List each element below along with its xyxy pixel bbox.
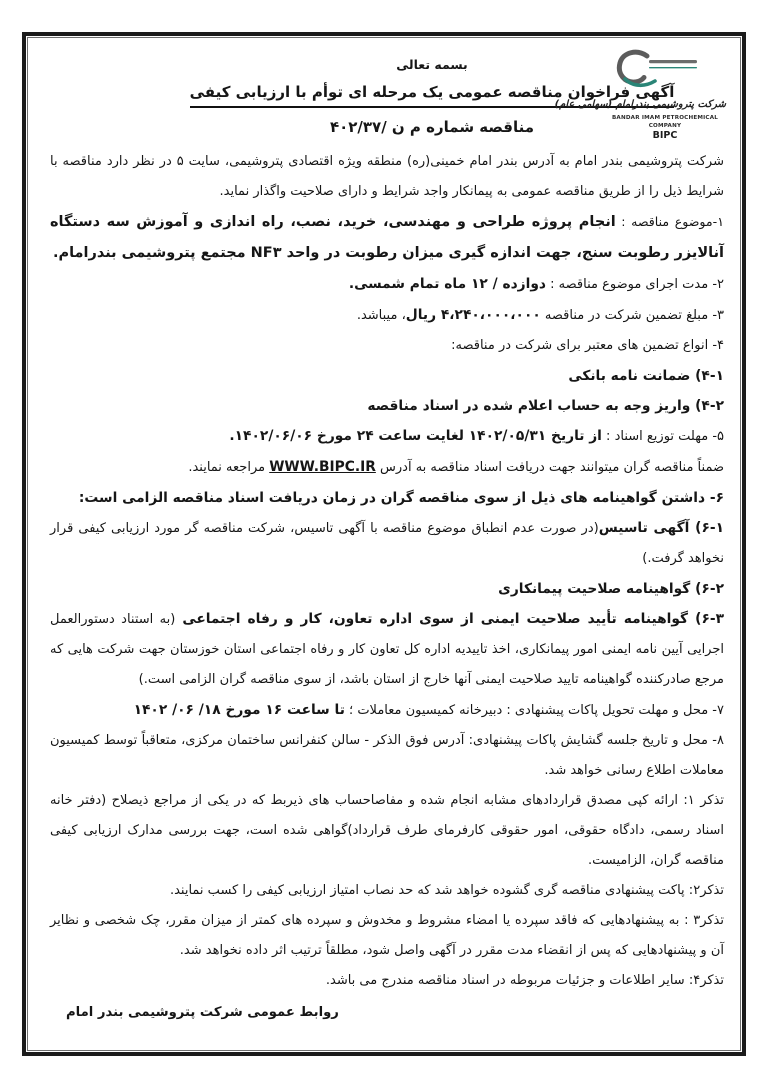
- item-distribution-deadline: [50, 421, 724, 452]
- item6-3-note: (به استناد دستورالعمل اجرایی آیین نامه ایمنی امور پیمانکاری، اخذ تاییدیه اداره کل تعاون کار و رفاه اجتماعی استان خوزستان جهت شرکت هایی که مرجع صادرکننده گواهینامه تایید صلاحیت ایمنی آنها خارج از استان باشد، از سوی مناقصه گران الزامی است.): [50, 612, 724, 687]
- note-3: [50, 906, 724, 966]
- website-note: [50, 452, 724, 483]
- page-title: آگهی فراخوان مناقصه عمومی یک مرحله ای توأم با ارزیابی کیفی: [190, 82, 675, 108]
- signature: [50, 998, 724, 1028]
- bismillah: بسمه تعالی: [396, 57, 468, 72]
- item5-dates: از تاریخ ۱۴۰۲/۰۵/۳۱ لغایت ساعت ۲۴ مورخ ۱۴۰۲/۰۶/۰۶.: [229, 428, 602, 444]
- logo-abbr: BIPC: [652, 130, 678, 141]
- item-duration: [50, 269, 724, 300]
- page-content: [30, 40, 738, 1048]
- item-guarantee-types: [50, 331, 724, 361]
- cert-safety: [50, 604, 724, 695]
- item-required-certificates: [50, 483, 724, 513]
- item3-label: ۳- مبلغ تضمین شرکت در مناقصه: [540, 308, 724, 323]
- item8-text: ۸- محل و تاریخ جلسه گشایش پاکات پیشنهادی: آدرس فوق الذکر - سالن کنفرانس ساختمان مرکزی، متعاقباً توسط کمیسیون معاملات اطلاع رسانی خواهد شد.: [50, 733, 724, 778]
- note-1: [50, 786, 724, 876]
- item2-label: ۲- مدت اجرای موضوع مناقصه :: [546, 277, 724, 292]
- company-logo: [554, 48, 726, 142]
- web-pre-text: ضمناً مناقصه گران میتوانند جهت دریافت اسناد مناقصه به آدرس: [375, 460, 724, 475]
- guarantee-type-bank: [50, 361, 724, 391]
- website-link[interactable]: WWW.BIPC.IR: [269, 459, 376, 475]
- item2-value: دوازده / ۱۲ ماه تمام شمسی.: [348, 276, 547, 292]
- item5-label: ۵- مهلت توزیع اسناد :: [601, 429, 724, 444]
- item3-tail: ، میباشد.: [356, 308, 406, 323]
- web-post-text: مراجعه نمایند.: [188, 460, 270, 475]
- intro-paragraph: [50, 147, 724, 207]
- logo-company-name-fa: شرکت پتروشیمی بندرامام (سهامی عام): [554, 99, 726, 110]
- item4-label: ۴- انواع تضمین های معتبر برای شرکت در مناقصه:: [451, 338, 724, 353]
- item7-deadline: تا ساعت ۱۶ مورخ ۱۸/ ۰۶/ ۱۴۰۲: [133, 702, 345, 718]
- note3-text: تذکر۳ : به پیشنهادهایی که فاقد سپرده یا امضاء مشروط و مخدوش و سپرده های کمتر از میزان مقرر، چک شخصی و نظایر آن و پیشنهادهایی که پس از انقضاء مدت مقرر در آگهی واصل شود، مطلقاً ترتیب اثر داده نخواهد شد.: [50, 913, 724, 958]
- item3-amount: ۴،۲۴۰،۰۰۰،۰۰۰ ریال: [405, 307, 541, 323]
- note-4: [50, 966, 724, 996]
- item-opening-session: [50, 726, 724, 786]
- item4-1-text: ۴-۱) ضمانت نامه بانکی: [568, 368, 724, 384]
- cert-establishment: [50, 513, 724, 574]
- note2-text: تذکر۲: پاکت پیشنهادی مناقصه گری گشوده خواهد شد که حد نصاب امتیاز ارزیابی کیفی را کسب نمایند.: [169, 883, 724, 898]
- item6-2-text: ۶-۲) گواهینامه صلاحیت پیمانکاری: [498, 581, 724, 597]
- item1-label: ۱-موضوع مناقصه :: [615, 214, 724, 229]
- item-submission-deadline: [50, 695, 724, 726]
- item-guarantee-amount: [50, 300, 724, 331]
- document-body: [50, 147, 724, 996]
- item1-text: انجام پروژه طراحی و مهندسی، خرید، نصب، راه اندازی و آموزش سه دستگاه آنالایزر رطوبت سنج، جهت اندازه گیری میزان رطوبت در واحد NF۳ مجتمع پتروشیمی بندرامام.: [50, 214, 724, 261]
- note1-text: تذکر ۱: ارائه کپی مصدق قراردادهای مشابه انجام شده و مفاصاحساب های ذیربط که در یکی از مراجع ذیصلاح (دفتر خانه اسناد رسمی، دادگاه حقوقی، امور حقوقی کارفرمای طرف قرارداد)گواهی شده است، جهت بررسی مدارک ارزیابی کیفی مناقصه گران، الزامیست.: [50, 793, 725, 868]
- item6-1-title: ۶-۱) آگهی تاسیس: [598, 520, 725, 536]
- item4-2-text: ۴-۲) واریز وجه به حساب اعلام شده در اسناد مناقصه: [367, 398, 724, 414]
- tender-number: مناقصه شماره م ن /۴۰۲/۳۷: [329, 118, 535, 136]
- logo-fine-print: [649, 60, 697, 68]
- intro-text: شرکت پتروشیمی بندر امام به آدرس بندر امام خمینی(ره) منطقه ویژه اقتصادی پتروشیمی، سایت ۵ در نظر دارد مناقصه با شرایط ذیل را از طریق مناقصه عمومی به پیمانکار واجد شرایط و دارای صلاحیت واگذار نماید.: [50, 154, 724, 199]
- cert-contractor: [50, 574, 724, 604]
- item7-label: ۷- محل و مهلت تحویل پاکات پیشنهادی : دبیرخانه کمیسیون معاملات ؛: [344, 703, 724, 718]
- item6-1-note: (در صورت عدم انطباق موضوع مناقصه با آگهی تاسیس، شرکت مناقصه گر مورد ارزیابی کیفی قرار نخواهد گرفت.): [50, 521, 724, 566]
- logo-mark-icon: [613, 48, 717, 94]
- note4-text: تذکر۴: سایر اطلاعات و جزئیات مربوطه در اسناد مناقصه مندرج می باشد.: [325, 973, 724, 988]
- item6-label: ۶- داشتن گواهینامه های ذیل از سوی مناقصه گران در زمان دریافت اسناد مناقصه الزامی است:: [78, 490, 724, 506]
- item6-3-title: ۶-۳) گواهینامه تأیید صلاحیت ایمنی از سوی اداره تعاون، کار و رفاه اجتماعی: [175, 611, 725, 627]
- guarantee-type-deposit: [50, 391, 724, 421]
- signature-text: روابط عمومی شرکت پتروشیمی بندر امام: [66, 1005, 339, 1020]
- note-2: [50, 876, 724, 906]
- item-tender-subject: [50, 207, 724, 269]
- logo-company-name-en: BANDAR IMAM PETROCHEMICAL COMPANY: [611, 115, 719, 129]
- page-frame: [22, 32, 746, 1056]
